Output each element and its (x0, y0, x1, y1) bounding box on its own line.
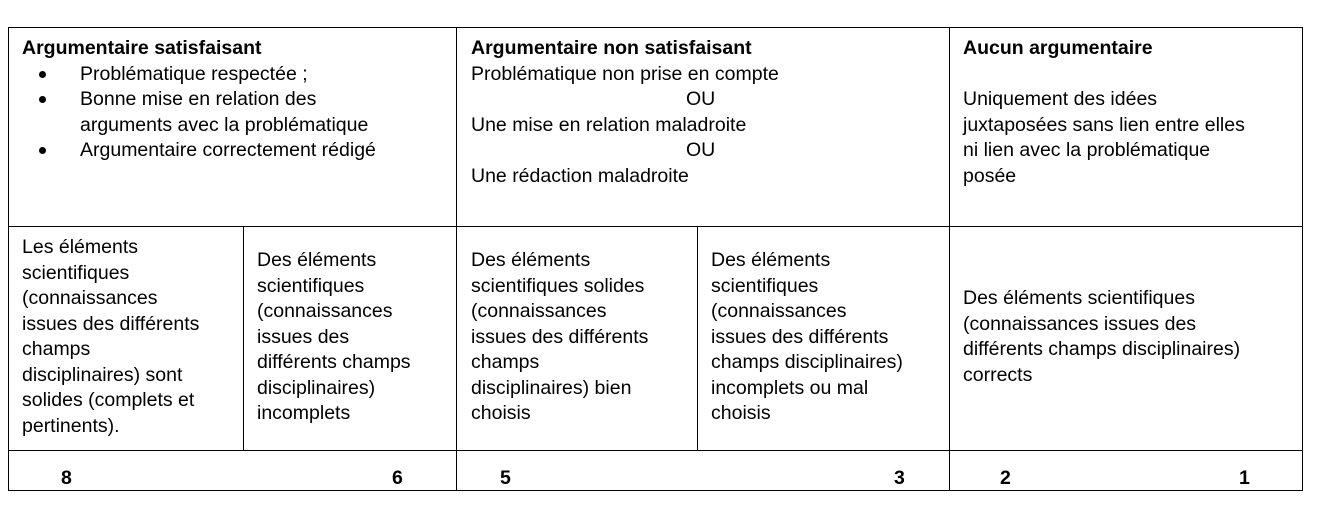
list-item: Argumentaire correctement rédigé (22, 138, 376, 164)
score-6: 6 (392, 467, 403, 489)
score-cell-2 (456, 450, 950, 491)
score-8: 8 (61, 467, 72, 489)
non-satisfaisant-title: Argumentaire non satisfaisant (471, 37, 752, 59)
bullet-icon (39, 71, 46, 78)
non-satisfaisant-block (471, 36, 935, 189)
list-item: Bonne mise en relation des arguments avec la problématique (22, 87, 376, 138)
middle-text-2: Des éléments scientifiques (connaissances issues des différents champs disciplinaires) incomplets (257, 249, 411, 424)
bullet-icon (39, 147, 46, 154)
ou-label-2: OU (686, 139, 716, 161)
aucun-block (963, 36, 1245, 189)
middle-text-3: Des éléments scientifiques solides (connaissances issues des différents champs disciplinaires) bien choisis (471, 249, 649, 424)
satisfaisant-block (22, 36, 376, 164)
score-2: 2 (1000, 467, 1011, 489)
aucun-line: Uniquement des idées (963, 88, 1158, 110)
non-satisfaisant-line-2: Une mise en relation maladroite (471, 113, 747, 136)
aucun-line: ni lien avec la problématique (963, 139, 1211, 161)
satisfaisant-list (22, 62, 376, 164)
aucun-line: juxtaposées sans lien entre elles (963, 113, 1245, 136)
aucun-title: Aucun argumentaire (963, 37, 1153, 59)
middle-text-1: Les éléments scientifiques (connaissances issues des différents champs disciplinaires) sont solides (complets et pertinents). (22, 236, 200, 437)
middle-text-5: Des éléments scientifiques (connaissances issues des différents champs disciplinaires) corrects (963, 287, 1241, 386)
satisfaisant-title: Argumentaire satisfaisant (22, 37, 262, 59)
middle-text-4: Des éléments scientifiques (connaissances issues des différents champs disciplinaires) incomplets ou mal choisis (711, 249, 903, 424)
aucun-line: posée (963, 164, 1017, 187)
score-1: 1 (1239, 467, 1250, 489)
non-satisfaisant-line-1: Problématique non prise en compte (471, 62, 779, 85)
score-cell-1 (8, 450, 457, 491)
list-item: Problématique respectée ; (22, 62, 376, 88)
score-3: 3 (894, 467, 905, 489)
bullet-icon (39, 96, 46, 103)
non-satisfaisant-line-3: Une rédaction maladroite (471, 164, 689, 187)
ou-label-1: OU (686, 88, 716, 110)
score-5: 5 (500, 467, 511, 489)
